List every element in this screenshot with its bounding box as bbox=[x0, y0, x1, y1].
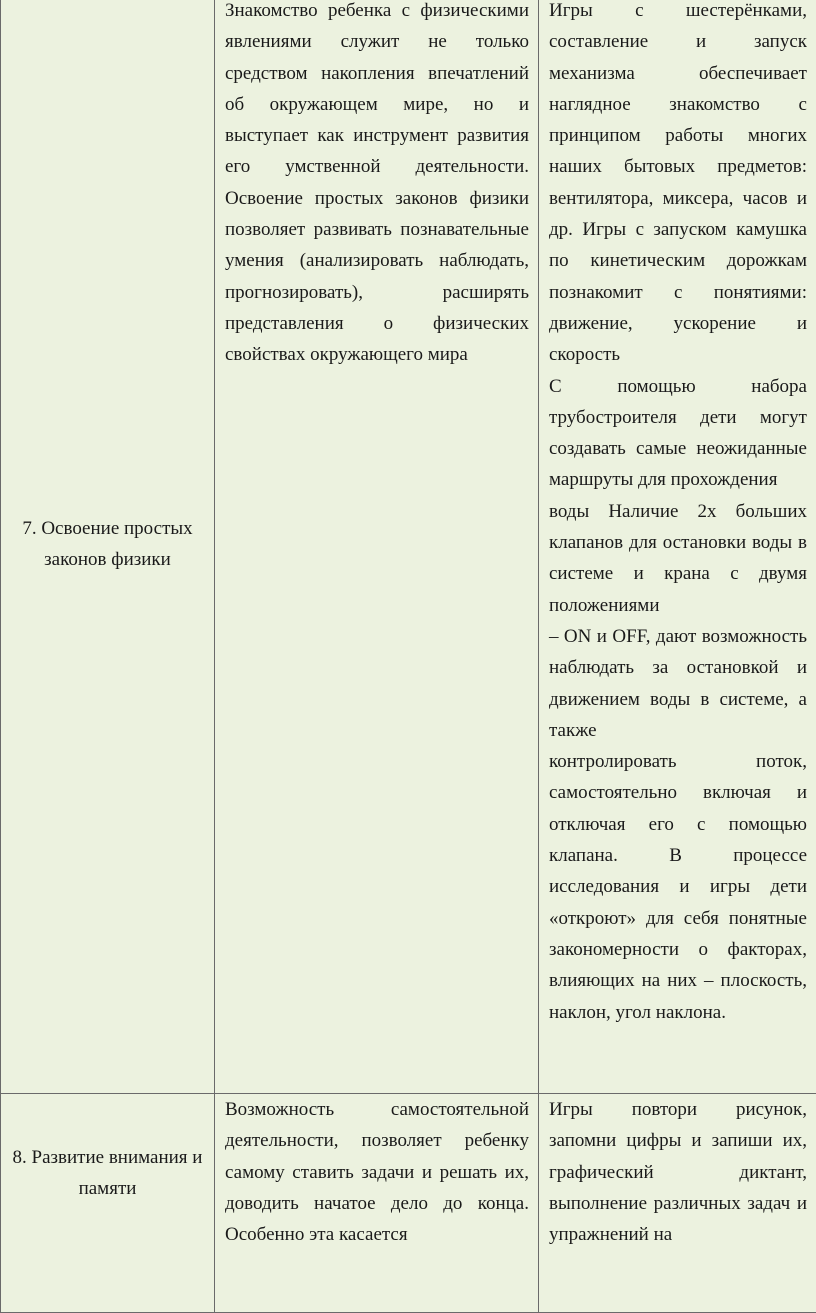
games-paragraph: С помощью набора трубостроителя дети могут создавать самые неожиданные маршруты для прохождения bbox=[549, 371, 807, 496]
games-paragraph: воды Наличие 2х больших клапанов для остановки воды в системе и крана с двумя положениями bbox=[549, 496, 807, 621]
table-row bbox=[1, 0, 816, 1094]
section-description: Возможность самостоятельной деятельности, позволяет ребенку самому ставить задачи и решать их, доводить начатое дело до конца. Особенно эта касается bbox=[225, 1094, 529, 1252]
section-description: Знакомство ребенка с физическими явлениями служит не только средством накопления впечатлений об окружающем мире, но и выступает как инструмент развития его умственной деятельности. Освоение простых законов физики позволяет развивать познавательные умения (анализировать наблюдать, прогнозировать), расширять представления о физических свойствах окружающего мира bbox=[215, 0, 539, 1094]
games-paragraph: Игры с шестерёнками, составление и запуск механизма обеспечивает наглядное знакомство с принципом работы многих наших бытовых предметов: вентилятора, миксера, часов и др. Игры с запуском камушка по кинетическим дорожкам познакомит с понятиями: движение, ускорение и скорость bbox=[549, 0, 807, 371]
section-games bbox=[539, 1094, 816, 1313]
section-label: 8. Развитие внимания и памяти bbox=[1, 1094, 215, 1313]
table-row bbox=[1, 1094, 816, 1313]
section-description-cell bbox=[215, 1094, 539, 1313]
games-paragraph: Игры повтори рисунок, запомни цифры и запиши их, графический диктант, выполнение различных задач и упражнений на bbox=[549, 1094, 807, 1252]
section-games bbox=[539, 0, 816, 1094]
games-paragraph: контролировать поток, самостоятельно включая и отключая его с помощью клапана. В процессе исследования и игры дети «откроют» для себя понятные закономерности о факторах, влияющих на них – плоскость, наклон, угол наклона. bbox=[549, 746, 807, 1028]
section-label: 7. Освоение простых законов физики bbox=[1, 0, 215, 1094]
games-paragraph: – ON и OFF, дают возможность наблюдать за остановкой и движением воды в системе, а также bbox=[549, 621, 807, 746]
